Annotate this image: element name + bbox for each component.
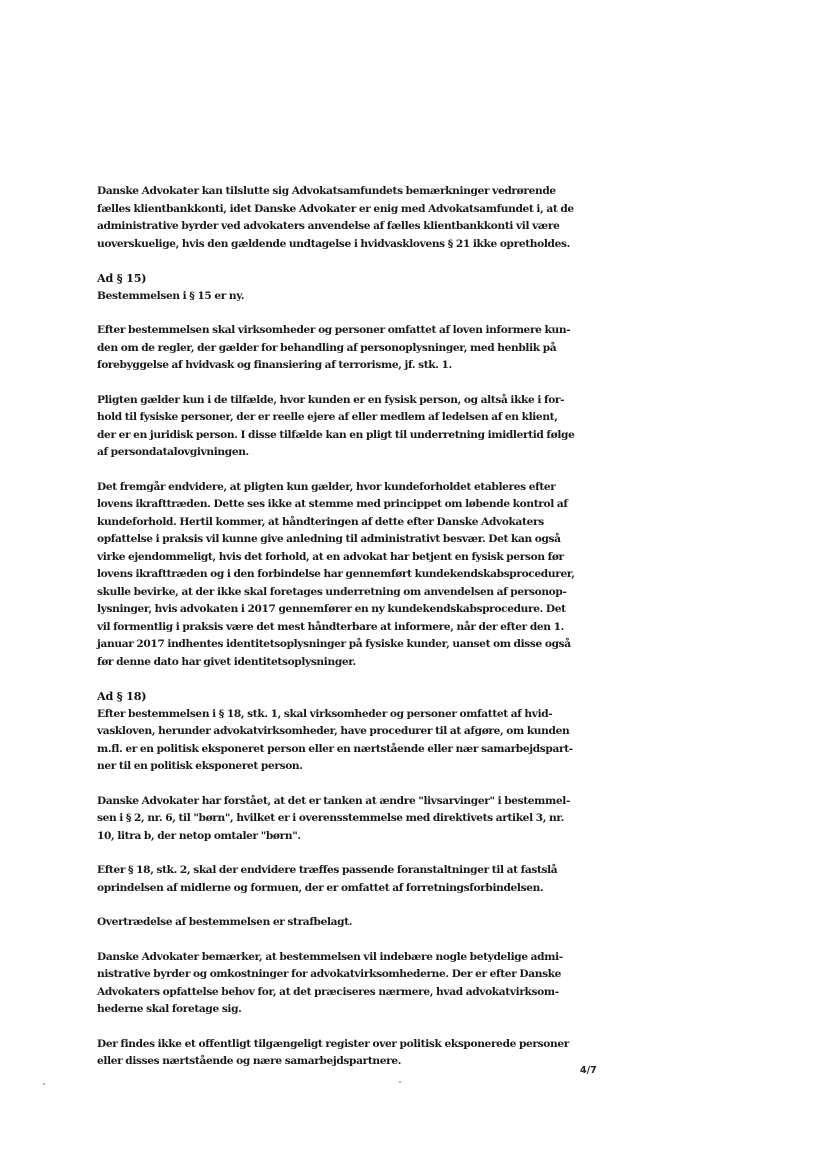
section-intro-15: Bestemmelsen i § 15 er ny. (97, 289, 245, 302)
document-body (97, 183, 575, 1071)
text-line: lovens ikrafttræden og i den forbindelse har gennemført kundekendskabsprocedurer, (97, 568, 575, 580)
paragraph-pep-procedures (97, 706, 575, 776)
text-line: Danske Advokater bemærker, at bestemmelsen vil indebære nogle betydelige admi- (97, 950, 563, 963)
text-line: Overtrædelse af bestemmelsen er strafbelagt. (97, 916, 353, 928)
paragraph-penalty (97, 914, 575, 932)
text-line: lovens ikrafttræden. Dette ses ikke at stemme med princippet om løbende kontrol af (97, 498, 568, 510)
text-line: ner til en politisk eksponeret person. (97, 760, 303, 772)
text-line: lysninger, hvis advokaten i 2017 gennemfører en ny kundekendskabsprocedure. Det (97, 603, 566, 615)
text-line: kundeforhold. Hertil kommer, at håndteringen af dette efter Danske Advokaters (97, 515, 544, 528)
text-line: sen i § 2, nr. 6, til "børn", hvilket er i overensstemmelse med direktivets artikel 3, nr. (97, 812, 564, 824)
text-line: administrative byrder ved advokaters anvendelse af fælles klientbankkonti vil være (97, 220, 560, 232)
text-line: hold til fysiske personer, der er reelle ejere af eller medlem af ledelsen af en klient, (97, 411, 558, 423)
text-line: Pligten gælder kun i de tilfælde, hvor kunden er en fysisk person, og altså ikke i for- (97, 393, 565, 406)
text-line: eller disses nærtstående og nære samarbejdspartnere. (97, 1055, 402, 1067)
text-line: Der findes ikke et offentligt tilgængeligt register over politisk eksponerede personer (97, 1037, 569, 1050)
text-line: af persondatalovgivningen. (97, 446, 249, 458)
text-line: skulle bevirke, at der ikke skal foretages underretning om anvendelsen af personop- (97, 585, 567, 598)
text-line: m.fl. er en politisk eksponeret person eller en nærtstående eller nær samarbejdspart- (97, 742, 573, 755)
text-line: fælles klientbankkonti, idet Danske Advokater er enig med Advokatsamfundet i, at de (97, 202, 574, 215)
text-line: Efter bestemmelsen i § 18, stk. 1, skal virksomheder og personer omfattet af hvid- (97, 707, 553, 720)
paragraph-inform-customer (97, 322, 575, 375)
text-line: 10, litra b, der netop omtaler "børn". (97, 829, 301, 842)
paragraph-entry-into-force (97, 479, 575, 672)
text-line: den om de regler, der gælder for behandling af personoplysninger, med henblik på (97, 341, 557, 354)
text-line: opfattelse i praksis vil kunne give anledning til administrativt besvær. Det kan også (97, 533, 561, 545)
text-line: nistrative byrder og omkostninger for advokatvirksomhederne. Der er efter Danske (97, 968, 562, 980)
text-line: virke ejendommeligt, hvis det forhold, at en advokat har betjent en fysisk person før (97, 550, 564, 563)
text-line: Danske Advokater har forstået, at det er tanken at ændre "livsarvinger" i bestemmel- (97, 794, 571, 807)
paragraph-no-public-register (97, 1036, 575, 1071)
text-line: vaskloven, herunder advokatvirksomheder, have procedurer til at afgøre, om kunden (97, 725, 570, 737)
text-line: hederne skal foretage sig. (97, 1003, 242, 1015)
text-line: der er en juridisk person. I disse tilfælde kan en pligt til underretning imidlertid følge (97, 428, 575, 441)
paragraph-administrative-burden (97, 949, 575, 1019)
section-heading-18: Ad § 18) (97, 689, 147, 703)
text-line: før denne dato har givet identitetsoplysninger. (97, 655, 356, 668)
section-heading-15: Ad § 15) (97, 271, 147, 285)
text-line: Efter bestemmelsen skal virksomheder og personer omfattet af loven informere kun- (97, 324, 571, 336)
text-line: januar 2017 indhentes identitetsoplysninger på fysiske kunder, uanset om disse også (97, 638, 571, 650)
page-number: 4/7 (580, 1065, 597, 1076)
scan-speck (399, 1081, 401, 1083)
paragraph-livsarvinger (97, 793, 575, 846)
text-line: uoverskuelige, hvis den gældende undtagelse i hvidvasklovens § 21 ikke opretholdes. (97, 237, 570, 250)
text-line: Advokaters opfattelse behov for, at det præciseres nærmere, hvad advokatvirksom- (97, 985, 559, 998)
paragraph-origin-of-funds (97, 862, 575, 897)
scan-speck (43, 1083, 45, 1085)
text-line: Det fremgår endvidere, at pligten kun gælder, hvor kundeforholdet etableres efter (97, 480, 556, 493)
text-line: vil formentlig i praksis være det mest håndterbare at informere, når der efter den 1. (97, 620, 564, 633)
text-line: forebyggelse af hvidvask og finansiering af terrorisme, jf. stk. 1. (97, 359, 452, 371)
text-line: Danske Advokater kan tilslutte sig Advokatsamfundets bemærkninger vedrørende (97, 185, 556, 197)
text-line: oprindelsen af midlerne og formuen, der er omfattet af forretningsforbindelsen. (97, 881, 544, 894)
paragraph-physical-person (97, 392, 575, 462)
paragraph-client-bank-accounts (97, 183, 575, 253)
text-line: Efter § 18, stk. 2, skal der endvidere træffes passende foranstaltninger til at fastslå (97, 864, 558, 876)
